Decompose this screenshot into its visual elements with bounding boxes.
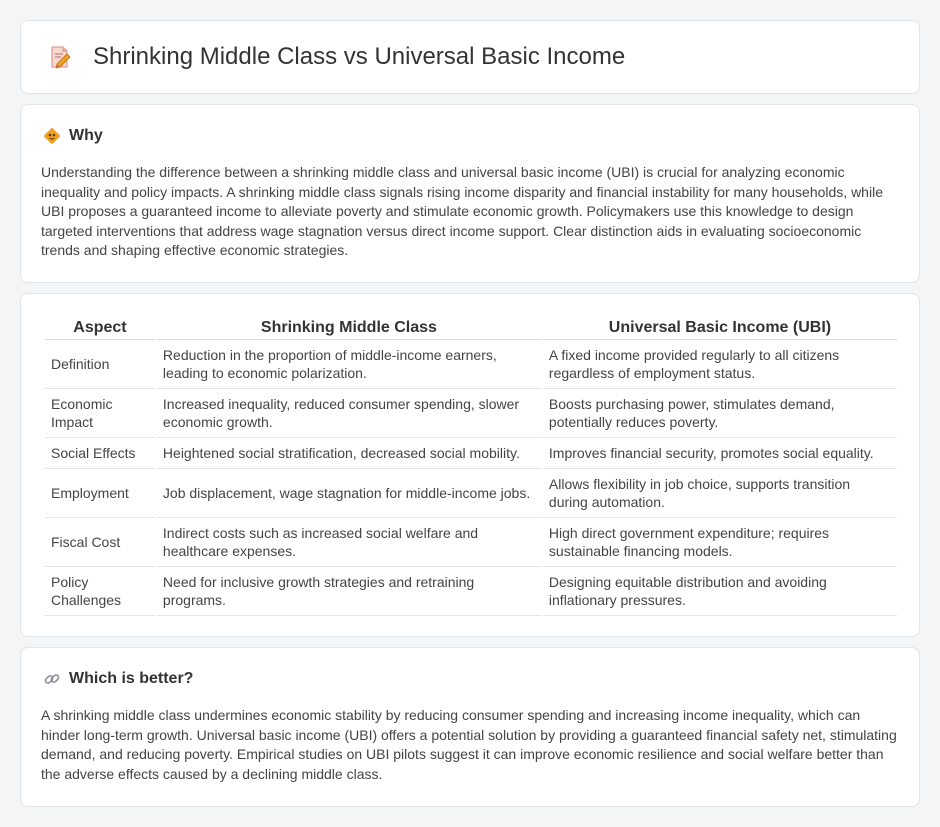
- document-pencil-icon: [47, 44, 73, 70]
- comparison-table-card: [20, 293, 920, 637]
- aspect-cell: Economic Impact: [45, 389, 155, 438]
- ubi-cell: A fixed income provided regularly to all citizens regardless of employment status.: [543, 340, 897, 389]
- diamond-warning-icon: [43, 127, 61, 145]
- page-title: Shrinking Middle Class vs Universal Basic Income: [93, 43, 626, 70]
- why-section: [20, 104, 920, 283]
- aspect-cell: Fiscal Cost: [45, 518, 155, 567]
- why-title: Why: [69, 127, 103, 144]
- title-card: [20, 20, 920, 94]
- middle-class-cell: Heightened social stratification, decreased social mobility.: [157, 438, 541, 469]
- middle-class-cell: Job displacement, wage stagnation for middle-income jobs.: [157, 469, 541, 518]
- table-row: [45, 438, 897, 469]
- ubi-cell: Improves financial security, promotes social equality.: [543, 438, 897, 469]
- which-is-better-section: [20, 647, 920, 807]
- middle-class-cell: Increased inequality, reduced consumer spending, slower economic growth.: [157, 389, 541, 438]
- aspect-cell: Definition: [45, 340, 155, 389]
- ubi-cell: Designing equitable distribution and avoiding inflationary pressures.: [543, 567, 897, 616]
- ubi-cell: High direct government expenditure; requires sustainable financing models.: [543, 518, 897, 567]
- table-row: [45, 340, 897, 389]
- which-is-better-title: Which is better?: [69, 670, 194, 687]
- comparison-table: [43, 314, 899, 616]
- table-row: [45, 469, 897, 518]
- header-shrinking-middle-class: Shrinking Middle Class: [157, 314, 541, 340]
- table-row: [45, 567, 897, 616]
- aspect-cell: Employment: [45, 469, 155, 518]
- why-body: Understanding the difference between a shrinking middle class and universal basic income (UBI) is crucial for analyzing economic inequality and policy impacts. A shrinking middle class signals rising income disparity and financial instability for many households, while UBI proposes a guaranteed income to alleviate poverty and stimulate economic growth. Policymakers use this knowledge to design targeted interventions that address wage stagnation versus direct income support. Clear distinction aids in evaluating socioeconomic trends and shaping effective economic strategies.: [41, 164, 883, 258]
- ubi-cell: Allows flexibility in job choice, supports transition during automation.: [543, 469, 897, 518]
- middle-class-cell: Reduction in the proportion of middle-income earners, leading to economic polarization.: [157, 340, 541, 389]
- ubi-cell: Boosts purchasing power, stimulates demand, potentially reduces poverty.: [543, 389, 897, 438]
- header-ubi: Universal Basic Income (UBI): [543, 314, 897, 340]
- aspect-cell: Policy Challenges: [45, 567, 155, 616]
- table-row: [45, 518, 897, 567]
- middle-class-cell: Need for inclusive growth strategies and retraining programs.: [157, 567, 541, 616]
- which-is-better-body: A shrinking middle class undermines economic stability by reducing consumer spending and increasing income inequality, which can hinder long-term growth. Universal basic income (UBI) offers a potential solution by providing a guaranteed financial safety net, stimulating demand, and reducing poverty. Empirical studies on UBI pilots suggest it can improve economic resilience and social welfare better than the adverse effects caused by a declining middle class.: [41, 707, 897, 782]
- aspect-cell: Social Effects: [45, 438, 155, 469]
- header-aspect: Aspect: [45, 314, 155, 340]
- middle-class-cell: Indirect costs such as increased social welfare and healthcare expenses.: [157, 518, 541, 567]
- table-row: [45, 389, 897, 438]
- link-icon: [43, 670, 61, 688]
